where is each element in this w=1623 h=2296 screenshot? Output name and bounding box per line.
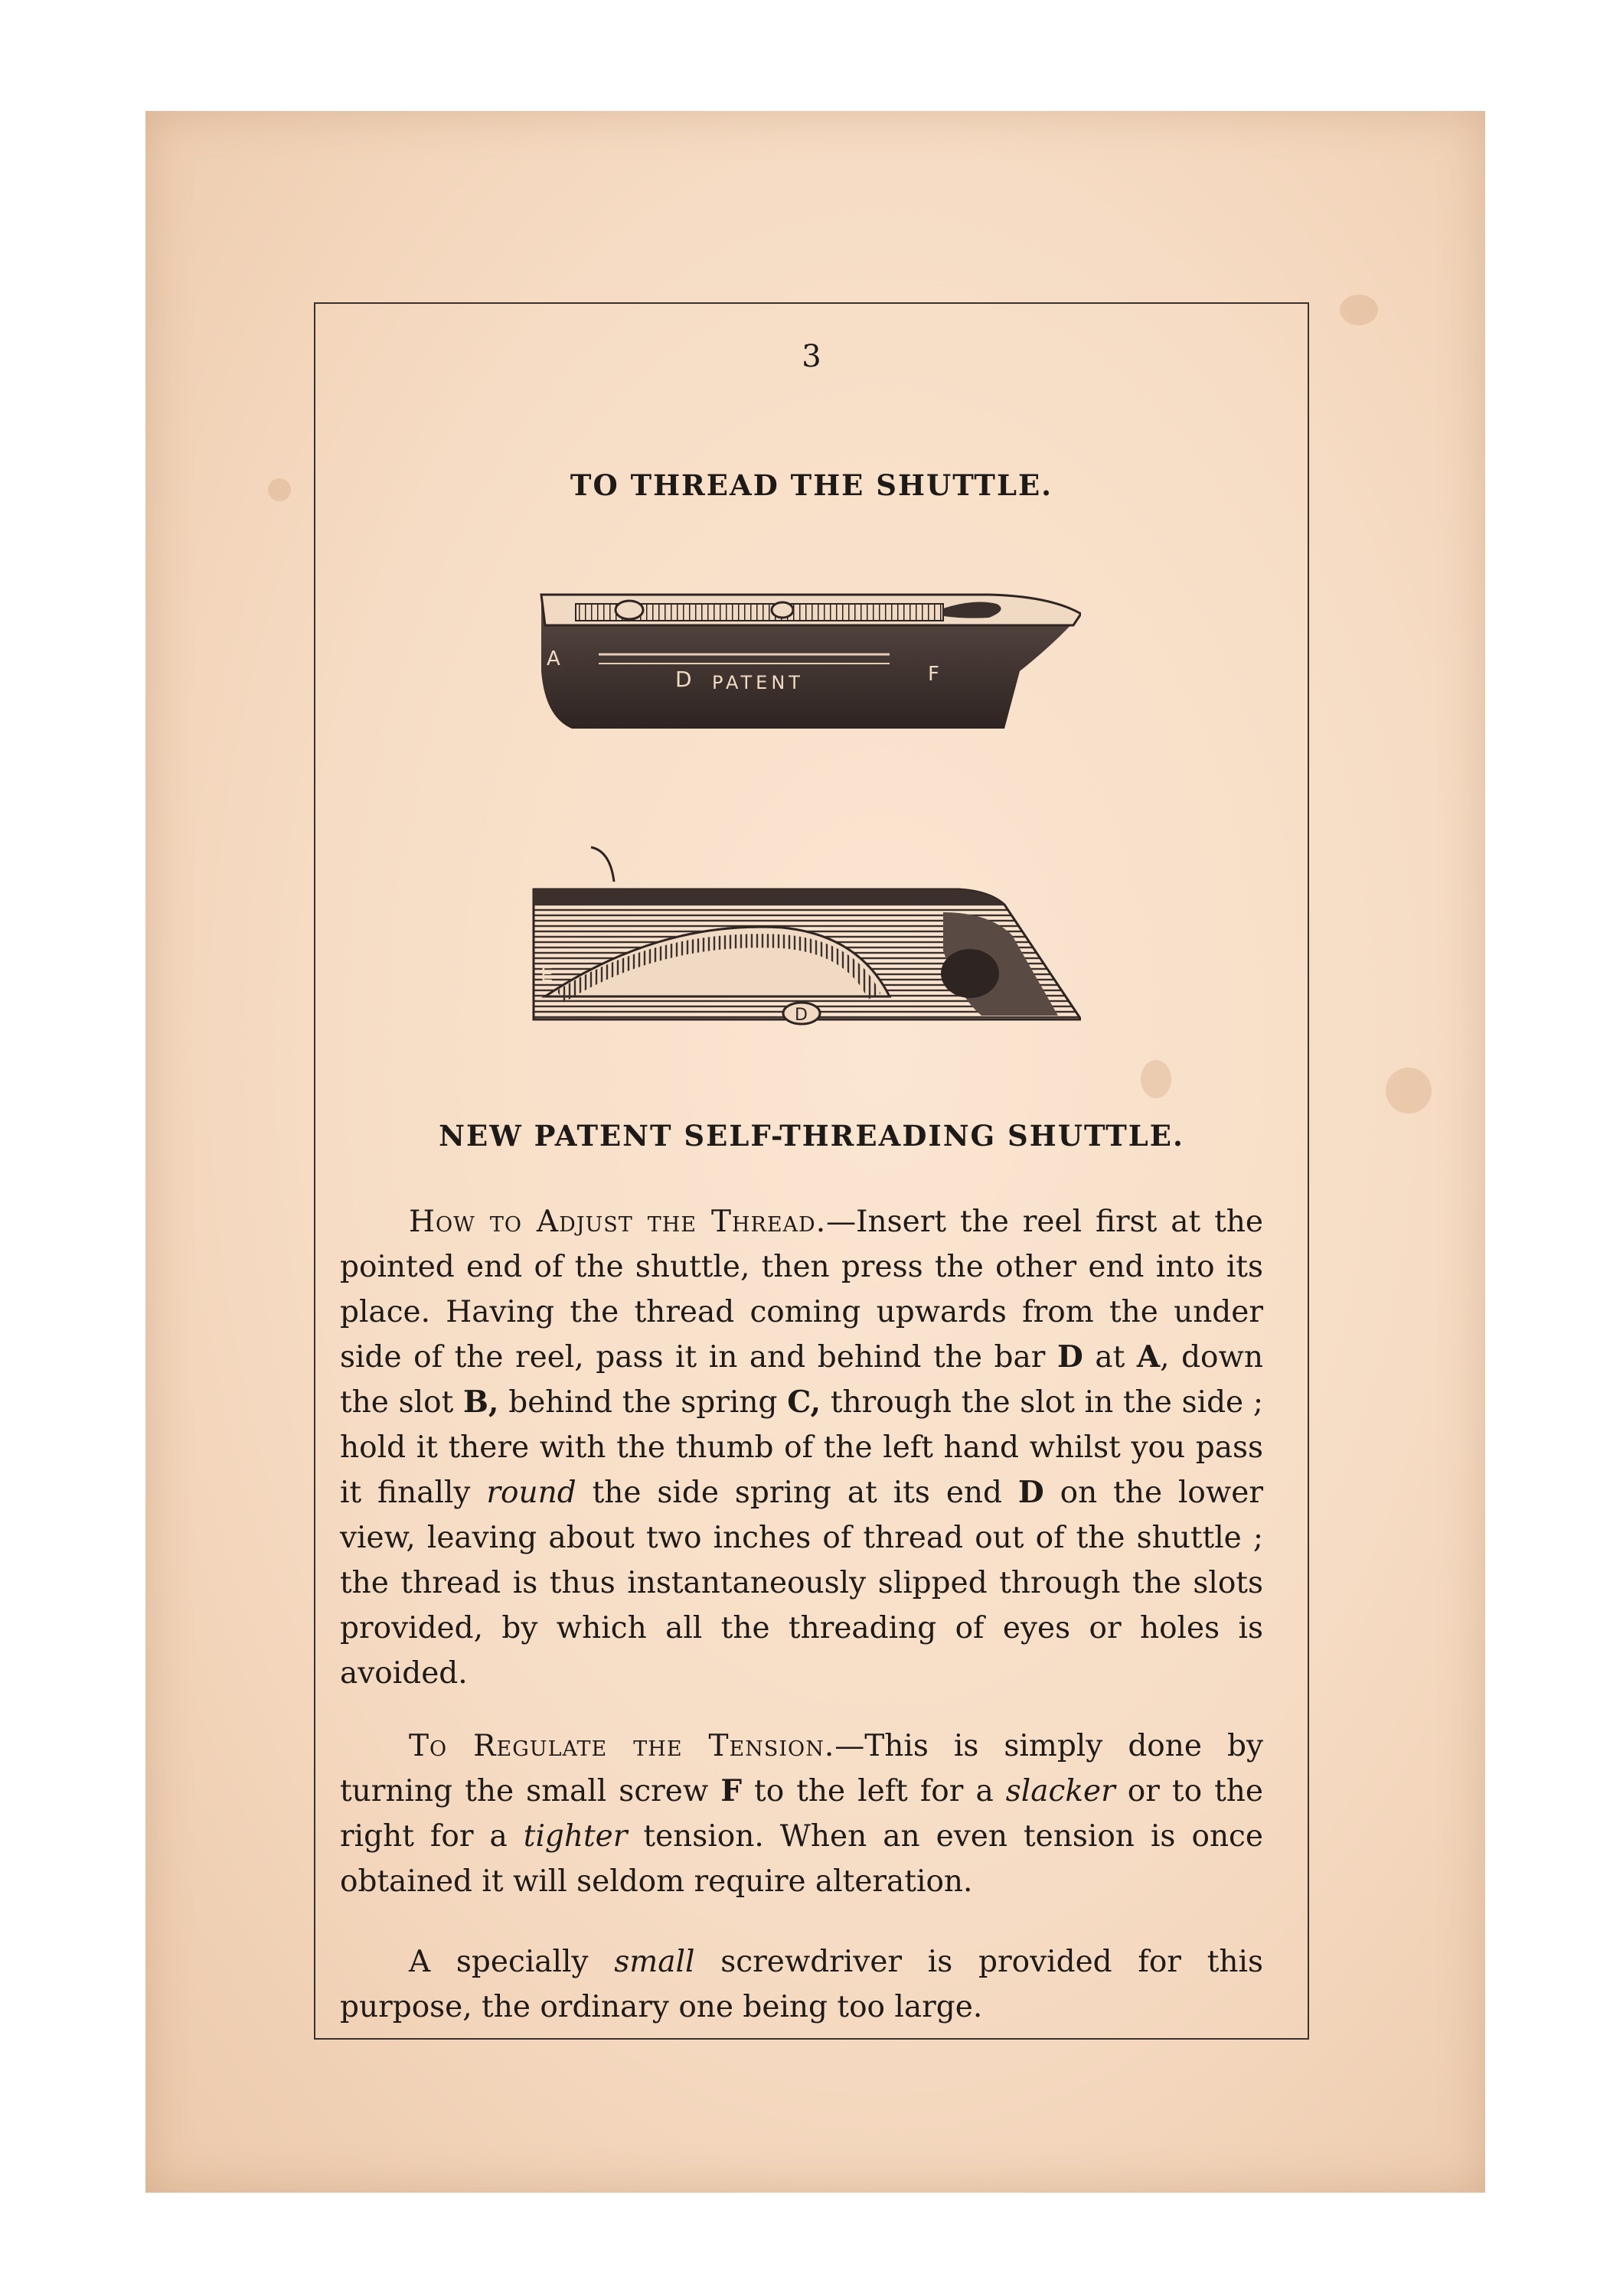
page-number: 3: [802, 339, 821, 374]
heading-self-threading-shuttle: NEW PATENT SELF-THREADING SHUTTLE.: [439, 1119, 1184, 1153]
label-patent: PATENT: [712, 672, 804, 693]
italic-tighter: tighter: [523, 1819, 628, 1854]
stain: [1340, 295, 1378, 325]
text-segment: —Insert the reel first at the pointed end of the shuttle, then press the other end into its place. Having the thread coming upwards from the under side of the reel, pass it in and behind the bar: [340, 1205, 1263, 1375]
text-segment: screwdriver is provided for this purpose, the ordinary one being too large.: [340, 1945, 1263, 2024]
stain: [1386, 1068, 1432, 1114]
text-segment: A specially: [409, 1945, 615, 1979]
bold-letter-b: B,: [462, 1384, 499, 1420]
bold-letter-a: A: [1136, 1339, 1161, 1375]
text-segment: —This is simply done by turning the small screw: [340, 1729, 1263, 1808]
indent: [340, 1205, 409, 1239]
bold-letter-d: D: [1056, 1339, 1083, 1375]
text-segment: the side spring at its end: [576, 1476, 1018, 1510]
indent: [340, 1729, 409, 1763]
paragraph-adjust-thread: [340, 1199, 1263, 1696]
text-frame: [314, 302, 1309, 2040]
text-segment: tension. When an even tension is once obtained it will seldom require alteration.: [340, 1819, 1263, 1899]
paragraph-screwdriver: [340, 1939, 1263, 2030]
label-f: F: [928, 663, 939, 686]
text-segment: , down the slot: [340, 1340, 1264, 1420]
shuttle-lower-view-illustration: [530, 843, 1081, 1035]
label-d: D: [795, 1006, 808, 1025]
book-page: [145, 111, 1485, 2193]
italic-small: small: [614, 1945, 695, 1979]
text-segment: through the slot in the side ; hold it there with the thumb of the left hand whilst you pass it finally: [340, 1385, 1263, 1510]
bold-letter-c: C,: [787, 1384, 821, 1420]
text-segment: on the lower view, leaving about two inches of thread out of the shuttle ; the thread is thus instantaneously slipped through the slots provided, by which all the threading of eyes or holes is avoided.: [340, 1476, 1264, 1691]
indent: [340, 1945, 409, 1979]
heading-thread-shuttle: TO THREAD THE SHUTTLE.: [570, 468, 1053, 502]
text-segment: or to the right for a: [340, 1774, 1263, 1854]
paragraph-regulate-tension: [340, 1724, 1263, 1904]
text-segment: to the left for a: [742, 1774, 1006, 1808]
label-a: A: [547, 647, 560, 670]
text-segment: behind the spring: [498, 1385, 788, 1420]
text-segment: at: [1083, 1340, 1137, 1375]
label-e: E: [540, 964, 554, 987]
lead-adjust-thread: How to Adjust the Thread.: [409, 1205, 827, 1239]
lead-regulate-tension: To Regulate the Tension.: [409, 1729, 835, 1763]
italic-slacker: slacker: [1005, 1774, 1115, 1808]
italic-round: round: [486, 1476, 576, 1510]
stain: [268, 478, 291, 501]
bold-letter-d: D: [1017, 1475, 1044, 1510]
bold-letter-f: F: [720, 1773, 743, 1808]
shuttle-top-view-illustration: [530, 579, 1081, 748]
label-d: D: [675, 667, 692, 692]
